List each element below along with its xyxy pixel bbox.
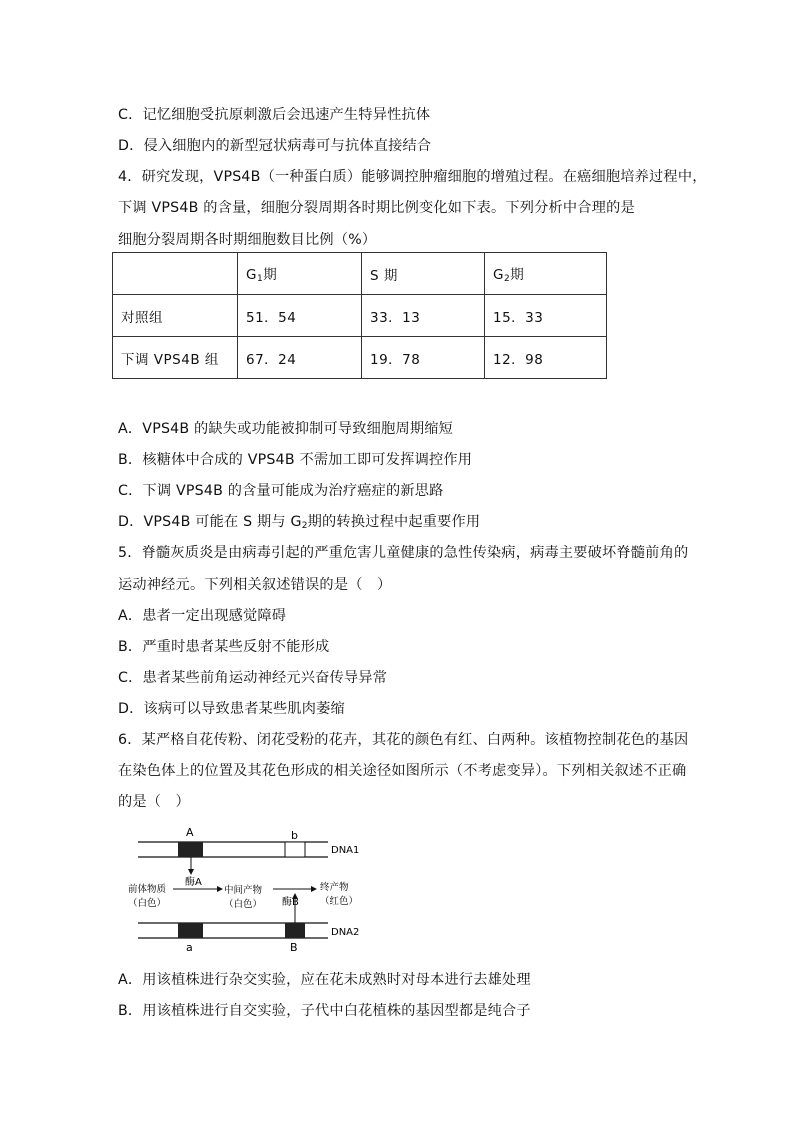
q4-option-d (118, 511, 480, 531)
g1-sub: 1 (256, 274, 264, 284)
q6-stem-line1: 6．某严格自花传粉、闭花受粉的花卉，其花的颜色有红、白两种。该植物控制花色的基因 (118, 732, 689, 748)
q5-option-b: B．严重时患者某些反射不能形成 (118, 639, 330, 655)
g1-base: G (246, 267, 257, 283)
enzyme-A-label: 酶A (185, 877, 202, 888)
gene-B-label: B (290, 941, 298, 954)
q5-option-c: C．患者某些前角运动神经元兴奋传导异常 (118, 670, 388, 686)
precursor-color: （白色） (128, 898, 167, 909)
q4-option-d-pre: D．VPS4B 可能在 S 期与 G (118, 514, 302, 530)
q4-option-b: B．核糖体中合成的 VPS4B 不需加工即可发挥调控作用 (118, 452, 473, 468)
q5-option-a: A．患者一定出现感觉障碍 (118, 608, 287, 624)
q4-option-a: A．VPS4B 的缺失或功能被抑制可导致细胞周期缩短 (118, 421, 454, 437)
final-color: （红色） (320, 896, 359, 907)
g1-suffix: 期 (263, 267, 278, 283)
table-row (113, 337, 607, 379)
gene-A-label: A (186, 826, 194, 839)
precursor-label: 前体物质 (128, 884, 167, 895)
q6-option-b: B．用该植株进行自交实验，子代中白花植株的基因型都是纯合子 (118, 1003, 531, 1019)
table-header-empty (113, 253, 238, 295)
g2-sub: 2 (503, 274, 511, 284)
gene-a-label: a (186, 941, 193, 954)
row-label: 对照组 (113, 295, 238, 337)
q5-stem-line2: 运动神经元。下列相关叙述错误的是（ ） (118, 577, 392, 593)
q6-option-a: A．用该植株进行杂交实验，应在花未成熟时对母本进行去雄处理 (118, 972, 531, 988)
q4-stem-line1: 4．研究发现，VPS4B（一种蛋白质）能够调控肿瘤细胞的增殖过程。在癌细胞培养过程中， (118, 169, 707, 185)
row-s: 33．13 (362, 295, 485, 337)
row-label: 下调 VPS4B 组 (113, 337, 238, 379)
gene-a-block (178, 923, 203, 938)
enzyme-B-label: 酶B (282, 897, 299, 908)
table-header-row (113, 253, 607, 295)
row-g2: 12．98 (485, 337, 607, 379)
dna2-label: DNA2 (331, 927, 360, 938)
gene-b-label: b (291, 829, 298, 842)
row-s: 19．78 (362, 337, 485, 379)
q4-option-d-post: 期的转换过程中起重要作用 (307, 514, 481, 530)
table-header-s: S 期 (362, 253, 485, 295)
q4-stem-line2: 下调 VPS4B 的含量，细胞分裂周期各时期比例变化如下表。下列分析中合理的是 (118, 200, 635, 216)
gene-b-block (285, 842, 305, 857)
intermediate-color: （白色） (224, 899, 263, 910)
gene-A-block (178, 842, 203, 857)
row-g1: 67．24 (238, 337, 362, 379)
q3-option-c: C．记忆细胞受抗原刺激后会迅速产生特异性抗体 (118, 107, 431, 123)
q5-stem-line1: 5．脊髓灰质炎是由病毒引起的严重危害儿童健康的急性传染病，病毒主要破坏脊髓前角的 (118, 545, 689, 561)
row-g1: 51．54 (238, 295, 362, 337)
cell-cycle-table (112, 252, 607, 379)
q4-option-d-sub: 2 (301, 521, 308, 531)
gene-pathway-diagram (128, 822, 378, 957)
row-g2: 15．33 (485, 295, 607, 337)
final-label: 终产物 (320, 882, 349, 893)
q5-option-d: D．该病可以导致患者某些肌肉萎缩 (118, 701, 345, 717)
table-header-g2 (485, 253, 607, 295)
q6-stem-line2: 在染色体上的位置及其花色形成的相关途径如图所示（不考虑变异）。下列相关叙述不正确 (118, 763, 687, 779)
intermediate-label: 中间产物 (224, 885, 263, 896)
q4-option-c: C．下调 VPS4B 的含量可能成为治疗癌症的新思路 (118, 483, 444, 499)
gene-B-block (285, 923, 305, 938)
q3-option-d: D．侵入细胞内的新型冠状病毒可与抗体直接结合 (118, 138, 432, 154)
table-header-g1 (238, 253, 362, 295)
dna1-label: DNA1 (331, 845, 360, 856)
g2-suffix: 期 (510, 267, 525, 283)
g2-base: G (493, 267, 504, 283)
q4-table-caption: 细胞分裂周期各时期细胞数目比例（%） (118, 232, 377, 248)
q6-stem-line3: 的是（ ） (118, 794, 190, 810)
table-row (113, 295, 607, 337)
